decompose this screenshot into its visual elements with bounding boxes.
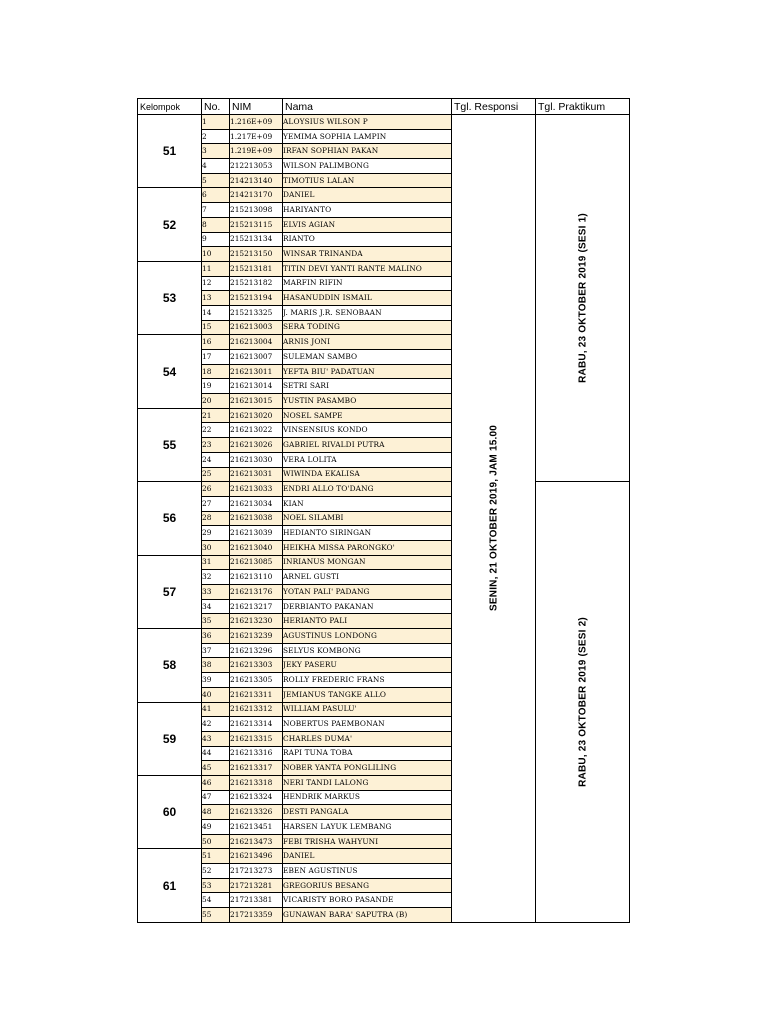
nim-cell: 216213176	[230, 585, 283, 600]
no-cell: 14	[202, 305, 230, 320]
header-nim: NIM	[230, 99, 283, 115]
no-cell: 50	[202, 834, 230, 849]
nama-cell: J. MARIS J.R. SENOBAAN	[283, 305, 452, 320]
no-cell: 20	[202, 394, 230, 409]
kelompok-cell: 61	[138, 849, 202, 922]
no-cell: 31	[202, 555, 230, 570]
nim-cell: 216213020	[230, 408, 283, 423]
nim-cell: 215213194	[230, 291, 283, 306]
no-cell: 53	[202, 878, 230, 893]
kelompok-cell: 57	[138, 555, 202, 628]
nim-cell: 216213314	[230, 717, 283, 732]
nim-cell: 216213015	[230, 394, 283, 409]
nama-cell: YEFTA BIU' PADATUAN	[283, 364, 452, 379]
nim-cell: 216213326	[230, 805, 283, 820]
nama-cell: DESTI PANGALA	[283, 805, 452, 820]
nim-cell: 216213030	[230, 452, 283, 467]
no-cell: 10	[202, 247, 230, 262]
nama-cell: KIAN	[283, 496, 452, 511]
no-cell: 4	[202, 159, 230, 174]
no-cell: 47	[202, 790, 230, 805]
nim-cell: 216213026	[230, 438, 283, 453]
no-cell: 52	[202, 864, 230, 879]
nama-cell: HEIKHA MISSA PARONGKO'	[283, 540, 452, 555]
no-cell: 41	[202, 702, 230, 717]
no-cell: 34	[202, 599, 230, 614]
nim-cell: 216213011	[230, 364, 283, 379]
nim-cell: 216213022	[230, 423, 283, 438]
kelompok-cell: 53	[138, 261, 202, 334]
no-cell: 5	[202, 173, 230, 188]
nim-cell: 217213381	[230, 893, 283, 908]
header-row	[138, 99, 630, 115]
nim-cell: 216213034	[230, 496, 283, 511]
nama-cell: FEBI TRISHA WAHYUNI	[283, 834, 452, 849]
no-cell: 13	[202, 291, 230, 306]
kelompok-cell: 55	[138, 408, 202, 481]
nim-cell: 215213181	[230, 261, 283, 276]
nim-cell: 216213305	[230, 673, 283, 688]
no-cell: 22	[202, 423, 230, 438]
nama-cell: HASANUDDIN ISMAIL	[283, 291, 452, 306]
nim-cell: 216213318	[230, 775, 283, 790]
nama-cell: NOBER YANTA PONGLILING	[283, 761, 452, 776]
nama-cell: SULEMAN SAMBO	[283, 350, 452, 365]
nim-cell: 216213031	[230, 467, 283, 482]
nim-cell: 216213217	[230, 599, 283, 614]
nim-cell: 1.217E+09	[230, 129, 283, 144]
nama-cell: ALOYSIUS WILSON P	[283, 115, 452, 130]
header-tgl-praktikum: Tgl. Praktikum	[536, 99, 630, 115]
nama-cell: WILSON PALIMBONG	[283, 159, 452, 174]
nim-cell: 217213273	[230, 864, 283, 879]
no-cell: 35	[202, 614, 230, 629]
no-cell: 12	[202, 276, 230, 291]
kelompok-cell: 52	[138, 188, 202, 261]
nim-cell: 217213281	[230, 878, 283, 893]
nama-cell: RIANTO	[283, 232, 452, 247]
nama-cell: IRFAN SOPHIAN PAKAN	[283, 144, 452, 159]
nim-cell: 1.219E+09	[230, 144, 283, 159]
nama-cell: NOSEL SAMPE	[283, 408, 452, 423]
nim-cell: 215213325	[230, 305, 283, 320]
nim-cell: 215213098	[230, 203, 283, 218]
nim-cell: 1.216E+09	[230, 115, 283, 130]
no-cell: 30	[202, 540, 230, 555]
no-cell: 18	[202, 364, 230, 379]
nama-cell: ENDRI ALLO TO'DANG	[283, 482, 452, 497]
no-cell: 7	[202, 203, 230, 218]
nim-cell: 214213170	[230, 188, 283, 203]
nim-cell: 216213451	[230, 820, 283, 835]
nim-cell: 216213312	[230, 702, 283, 717]
no-cell: 37	[202, 643, 230, 658]
no-cell: 6	[202, 188, 230, 203]
nim-cell: 216213316	[230, 746, 283, 761]
nim-cell: 216213003	[230, 320, 283, 335]
nama-cell: NOBERTUS PAEMBONAN	[283, 717, 452, 732]
nim-cell: 216213296	[230, 643, 283, 658]
no-cell: 46	[202, 775, 230, 790]
nama-cell: JEMIANUS TANGKE ALLO	[283, 687, 452, 702]
nim-cell: 216213324	[230, 790, 283, 805]
no-cell: 42	[202, 717, 230, 732]
nim-cell: 217213359	[230, 908, 283, 923]
nama-cell: SERA TODING	[283, 320, 452, 335]
nim-cell: 212213053	[230, 159, 283, 174]
no-cell: 25	[202, 467, 230, 482]
no-cell: 24	[202, 452, 230, 467]
nim-cell: 216213230	[230, 614, 283, 629]
nim-cell: 216213085	[230, 555, 283, 570]
nama-cell: INRIANUS MONGAN	[283, 555, 452, 570]
nama-cell: ELVIS AGIAN	[283, 217, 452, 232]
header-tgl-responsi: Tgl. Responsi	[452, 99, 536, 115]
no-cell: 55	[202, 908, 230, 923]
no-cell: 1	[202, 115, 230, 130]
no-cell: 29	[202, 526, 230, 541]
group-table	[137, 98, 630, 923]
tgl-responsi-label: SENIN, 21 OKTOBER 2019, JAM 15.00	[488, 425, 499, 612]
no-cell: 2	[202, 129, 230, 144]
nama-cell: HARIYANTO	[283, 203, 452, 218]
nama-cell: VINSENSIUS KONDO	[283, 423, 452, 438]
no-cell: 15	[202, 320, 230, 335]
nama-cell: DANIEL	[283, 188, 452, 203]
nama-cell: WIWINDA EKALISA	[283, 467, 452, 482]
nama-cell: SETRI SARI	[283, 379, 452, 394]
nama-cell: YUSTIN PASAMBO	[283, 394, 452, 409]
nama-cell: WILLIAM PASULU'	[283, 702, 452, 717]
nama-cell: VERA LOLITA	[283, 452, 452, 467]
nama-cell: AGUSTINUS LONDONG	[283, 629, 452, 644]
nama-cell: MARFIN RIFIN	[283, 276, 452, 291]
tgl-praktikum-label: RABU, 23 OKTOBER 2019 (SESI 2)	[577, 617, 588, 787]
nim-cell: 216213039	[230, 526, 283, 541]
nama-cell: DANIEL	[283, 849, 452, 864]
nama-cell: CHARLES DUMA'	[283, 731, 452, 746]
nama-cell: EBEN AGUSTINUS	[283, 864, 452, 879]
no-cell: 8	[202, 217, 230, 232]
no-cell: 39	[202, 673, 230, 688]
nama-cell: YEMIMA SOPHIA LAMPIN	[283, 129, 452, 144]
no-cell: 54	[202, 893, 230, 908]
kelompok-cell: 59	[138, 702, 202, 775]
nim-cell: 214213140	[230, 173, 283, 188]
nim-cell: 215213150	[230, 247, 283, 262]
tgl-responsi-cell	[452, 115, 536, 923]
no-cell: 9	[202, 232, 230, 247]
kelompok-cell: 56	[138, 482, 202, 555]
no-cell: 3	[202, 144, 230, 159]
header-nama: Nama	[283, 99, 452, 115]
no-cell: 43	[202, 731, 230, 746]
nim-cell: 216213239	[230, 629, 283, 644]
kelompok-cell: 54	[138, 335, 202, 408]
no-cell: 11	[202, 261, 230, 276]
no-cell: 26	[202, 482, 230, 497]
kelompok-cell: 51	[138, 115, 202, 188]
no-cell: 17	[202, 350, 230, 365]
table-body	[138, 115, 630, 923]
nama-cell: WINSAR TRINANDA	[283, 247, 452, 262]
nim-cell: 216213496	[230, 849, 283, 864]
nama-cell: NERI TANDI LALONG	[283, 775, 452, 790]
no-cell: 38	[202, 658, 230, 673]
nim-cell: 216213317	[230, 761, 283, 776]
nama-cell: SELYUS KOMBONG	[283, 643, 452, 658]
nama-cell: ARNIS JONI	[283, 335, 452, 350]
nim-cell: 216213311	[230, 687, 283, 702]
kelompok-cell: 60	[138, 775, 202, 848]
nama-cell: GABRIEL RIVALDI PUTRA	[283, 438, 452, 453]
no-cell: 49	[202, 820, 230, 835]
nim-cell: 216213303	[230, 658, 283, 673]
nama-cell: TITIN DEVI YANTI RANTE MALINO	[283, 261, 452, 276]
nim-cell: 216213315	[230, 731, 283, 746]
nim-cell: 216213007	[230, 350, 283, 365]
nim-cell: 215213134	[230, 232, 283, 247]
nama-cell: YOTAN PALI' PADANG	[283, 585, 452, 600]
nim-cell: 216213040	[230, 540, 283, 555]
no-cell: 36	[202, 629, 230, 644]
no-cell: 44	[202, 746, 230, 761]
header-kelompok: Kelompok	[138, 99, 202, 115]
nama-cell: GREGORIUS BESANG	[283, 878, 452, 893]
nim-cell: 216213014	[230, 379, 283, 394]
no-cell: 45	[202, 761, 230, 776]
nama-cell: HARSEN LAYUK LEMBANG	[283, 820, 452, 835]
nim-cell: 216213033	[230, 482, 283, 497]
no-cell: 48	[202, 805, 230, 820]
nama-cell: HERIANTO PALI	[283, 614, 452, 629]
no-cell: 16	[202, 335, 230, 350]
kelompok-cell: 58	[138, 629, 202, 702]
nim-cell: 216213110	[230, 570, 283, 585]
no-cell: 51	[202, 849, 230, 864]
no-cell: 32	[202, 570, 230, 585]
nim-cell: 216213004	[230, 335, 283, 350]
no-cell: 28	[202, 511, 230, 526]
nama-cell: TIMOTIUS LALAN	[283, 173, 452, 188]
nama-cell: NOEL SILAMBI	[283, 511, 452, 526]
no-cell: 40	[202, 687, 230, 702]
no-cell: 19	[202, 379, 230, 394]
nim-cell: 216213038	[230, 511, 283, 526]
nama-cell: DERBIANTO PAKANAN	[283, 599, 452, 614]
nama-cell: HEDIANTO SIRINGAN	[283, 526, 452, 541]
tgl-praktikum-label: RABU, 23 OKTOBER 2019 (SESI 1)	[577, 213, 588, 383]
tgl-praktikum-cell	[536, 482, 630, 923]
nim-cell: 215213182	[230, 276, 283, 291]
table-row	[138, 115, 630, 130]
nama-cell: ROLLY FREDERIC FRANS	[283, 673, 452, 688]
header-no: No.	[202, 99, 230, 115]
no-cell: 27	[202, 496, 230, 511]
tgl-praktikum-cell	[536, 115, 630, 482]
nama-cell: RAPI TUNA TOBA	[283, 746, 452, 761]
nama-cell: GUNAWAN BARA' SAPUTRA (B)	[283, 908, 452, 923]
nim-cell: 216213473	[230, 834, 283, 849]
nim-cell: 215213115	[230, 217, 283, 232]
nama-cell: JEKY PASERU	[283, 658, 452, 673]
nama-cell: ARNEL GUSTI	[283, 570, 452, 585]
nama-cell: VICARISTY BORO PASANDE	[283, 893, 452, 908]
no-cell: 33	[202, 585, 230, 600]
nama-cell: HENDRIK MARKUS	[283, 790, 452, 805]
no-cell: 21	[202, 408, 230, 423]
table-row	[138, 482, 630, 497]
no-cell: 23	[202, 438, 230, 453]
